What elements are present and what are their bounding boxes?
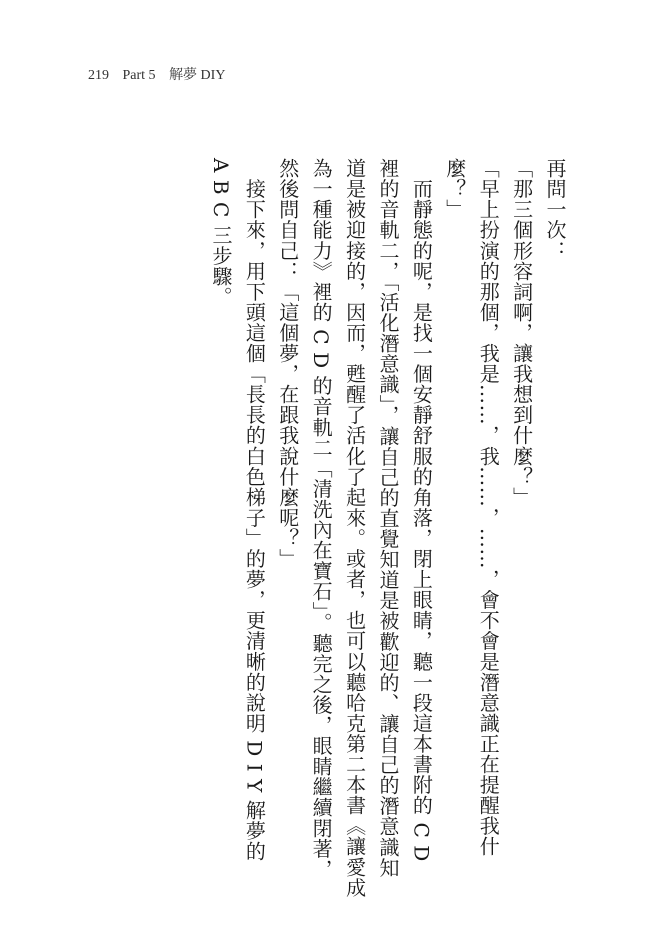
text-line: 「早上扮演的那個，我是……，我……，……，會不會是潛意識正在提醒我什 xyxy=(476,158,501,857)
text-line: 為一種能力》裡的 C D 的音軌二「清洗內在寶石」。聽完之後，眼睛繼續閉著， xyxy=(309,158,334,880)
text-line: 裡的音軌二，「活化潛意識」，讓自己的直覺知道是被歡迎的、讓自己的潛意識知 xyxy=(375,158,400,878)
text-line: 然後問自己：「這個夢，在跟我說什麼呢？」 xyxy=(275,158,300,569)
chapter-title: 解夢 DIY xyxy=(169,68,226,83)
page-number: 219 xyxy=(88,68,109,83)
text-line: 再問一次： xyxy=(543,158,567,261)
text-line: 而靜態的呢，是找一個安靜舒服的角落，閉上眼睛，聽一段這本書附的 C D xyxy=(409,158,434,862)
running-head xyxy=(88,64,235,84)
text-line: 麼？」 xyxy=(442,158,467,220)
text-line: 接下來，用下頭這個「長長的白色梯子」的夢，更清晰的說明 D I Y 解夢的 xyxy=(242,158,267,862)
text-line: 「那三個形容詞啊，讓我想到什麼？」 xyxy=(509,158,534,508)
text-line: A B C 三步驟。 xyxy=(208,158,233,308)
vertical-body-text xyxy=(161,158,571,898)
part-label: Part 5 xyxy=(122,68,156,83)
text-line: 道是被迎接的，因而，甦醒了活化了起來。或者，也可以聽哈克第二本書《讓愛成 xyxy=(342,158,367,898)
